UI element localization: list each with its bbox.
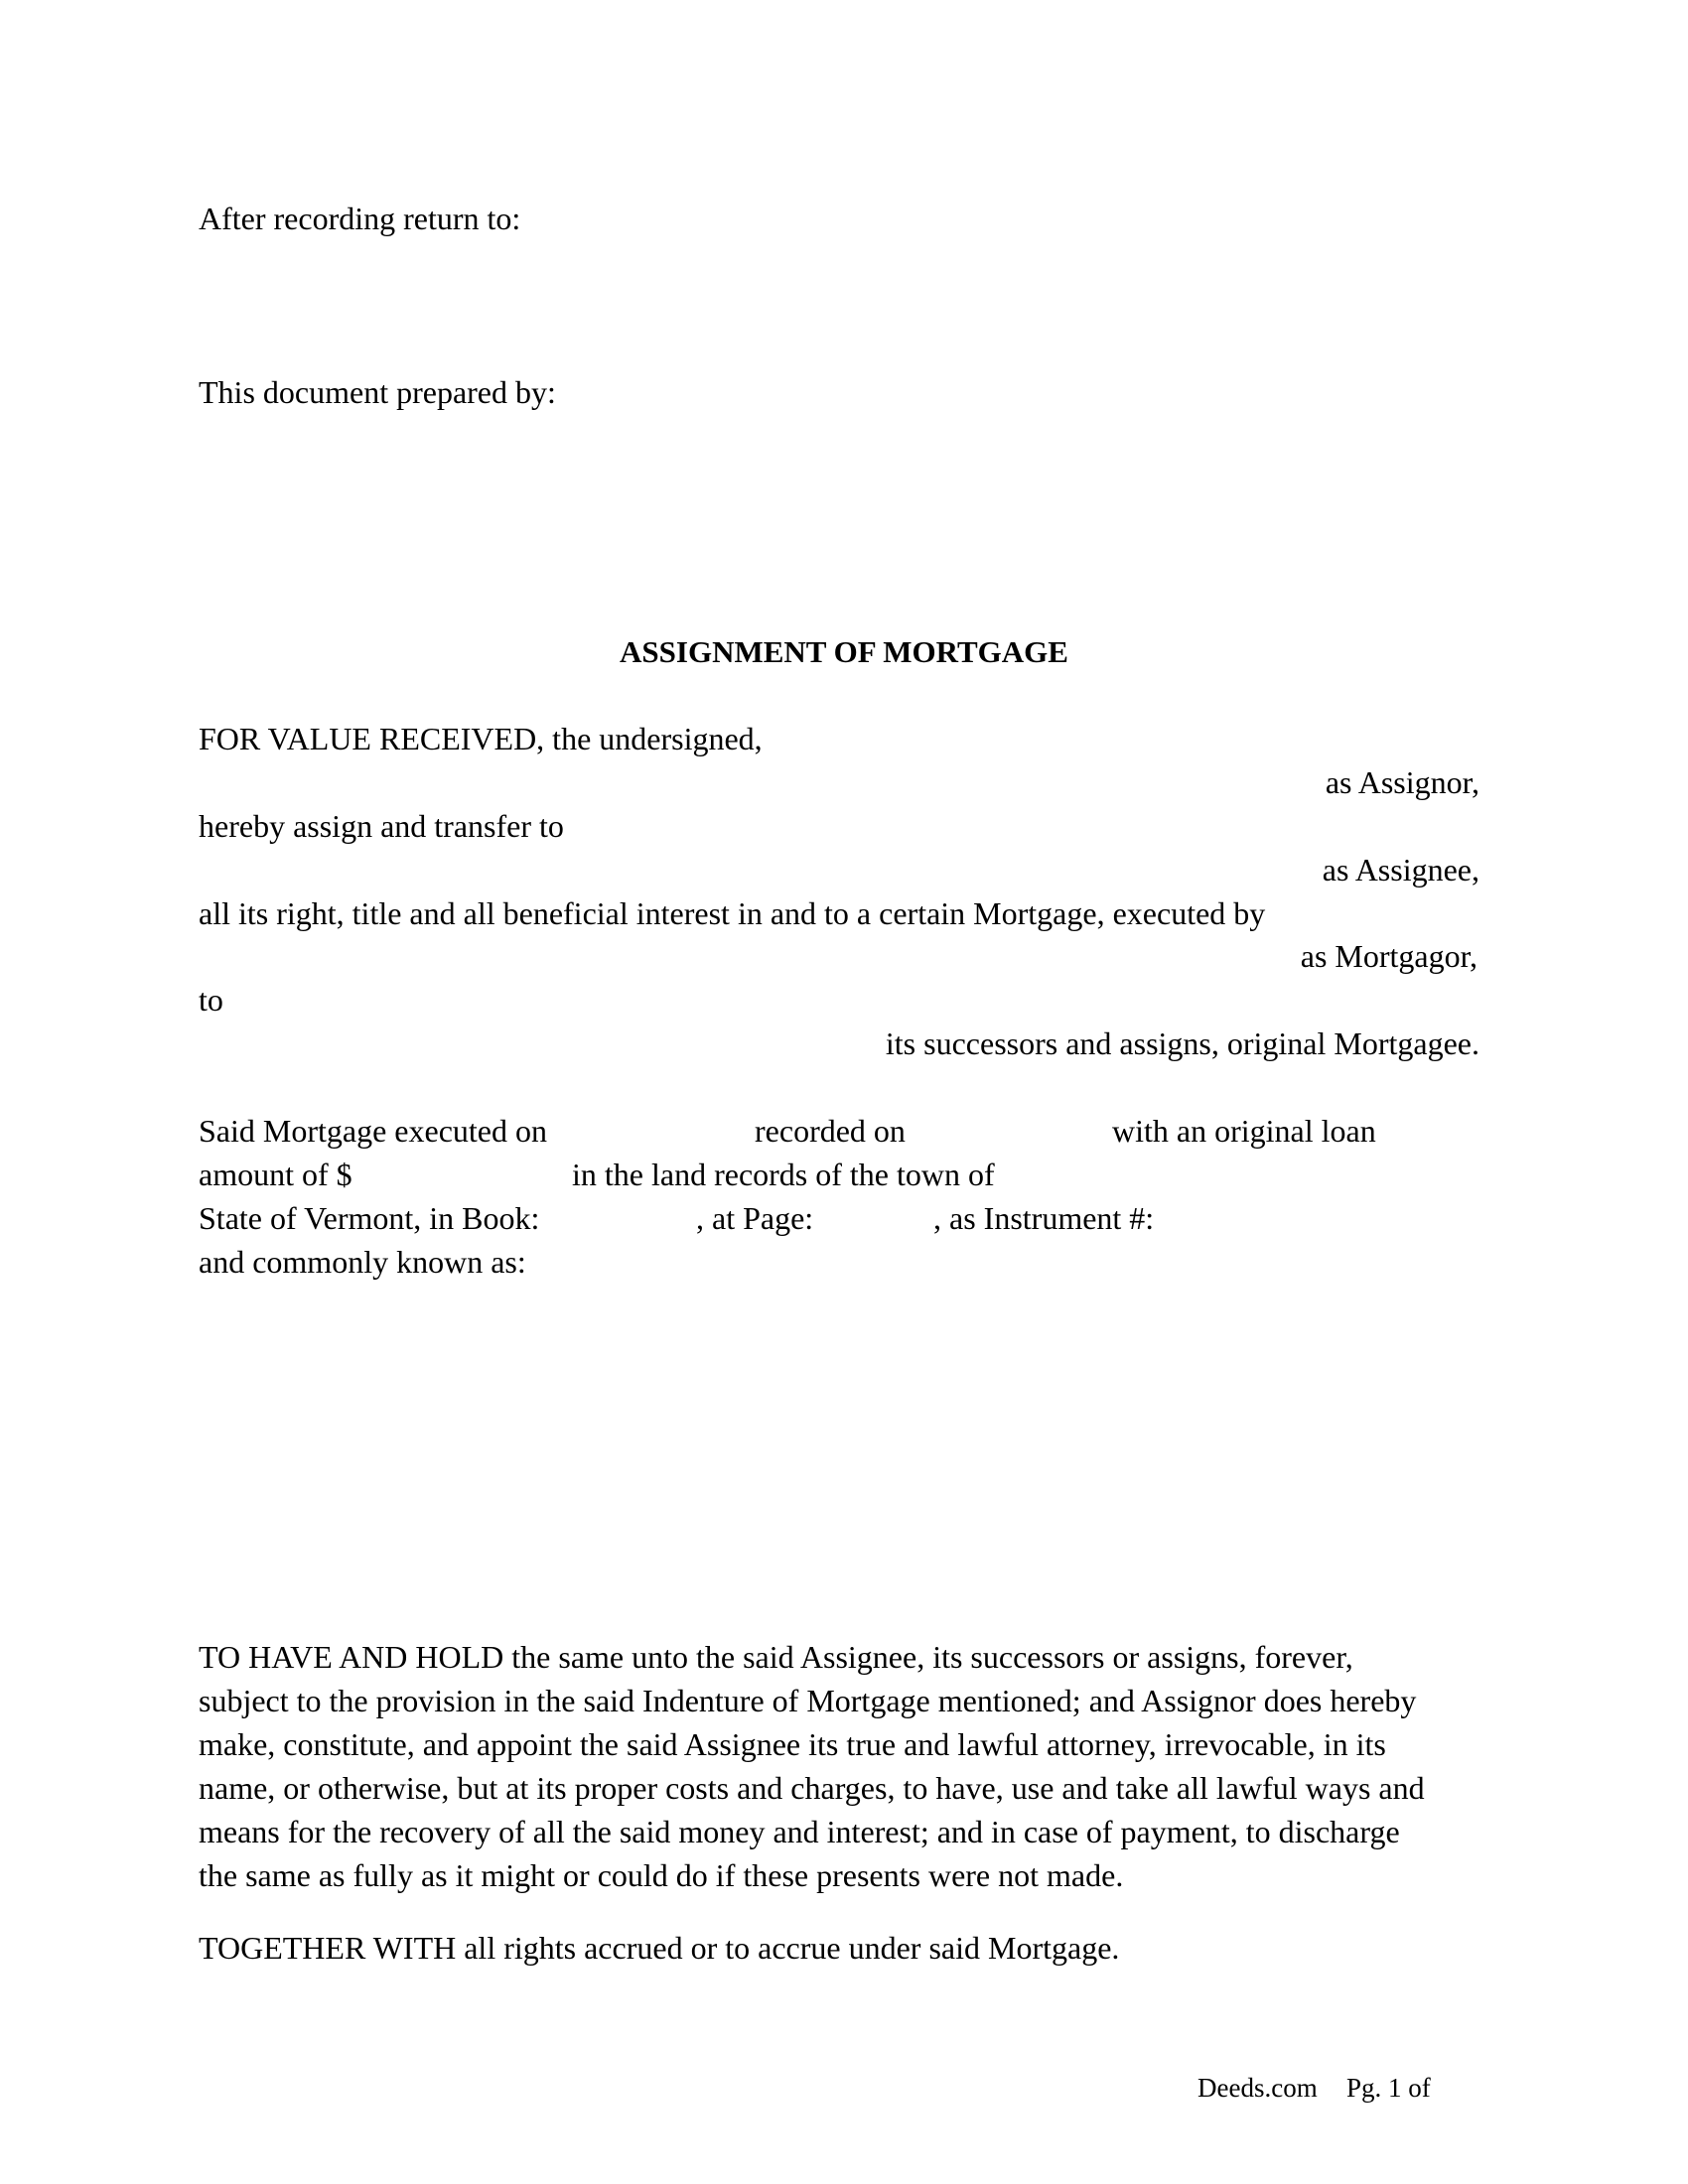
transfer-text: hereby assign and transfer to <box>199 808 564 844</box>
habendum-line: the same as fully as it might or could do if these presents were not made. <box>199 1857 1124 1893</box>
document-title: ASSIGNMENT OF MORTGAGE <box>620 634 1068 669</box>
recorded-on-label: recorded on <box>755 1113 906 1149</box>
habendum-line: means for the recovery of all the said money and interest; and in case of payment, to discharge <box>199 1814 1400 1849</box>
footer-brand: Deeds.com <box>1197 2073 1318 2103</box>
assignee-label: as Assignee, <box>1322 852 1479 887</box>
together-with-text: TOGETHER WITH all rights accrued or to accrue under said Mortgage. <box>199 1930 1120 1966</box>
known-as-label: and commonly known as: <box>199 1244 526 1280</box>
state-book-label: State of Vermont, in Book: <box>199 1200 540 1236</box>
executed-on-label: Said Mortgage executed on <box>199 1113 547 1149</box>
footer-page-number: Pg. 1 of <box>1346 2073 1431 2103</box>
habendum-paragraph <box>199 1635 1479 1897</box>
land-records-label: in the land records of the town of <box>572 1157 995 1192</box>
interest-text: all its right, title and all beneficial interest in and to a certain Mortgage, executed by <box>199 895 1266 931</box>
intro-text: FOR VALUE RECEIVED, the undersigned, <box>199 721 763 756</box>
habendum-line: name, or otherwise, but at its proper costs and charges, to have, use and take all lawful ways and <box>199 1770 1425 1806</box>
mortgagee-label: its successors and assigns, original Mortgagee. <box>885 1025 1479 1061</box>
amount-label: amount of $ <box>199 1157 352 1192</box>
at-page-label: , at Page: <box>696 1200 814 1236</box>
habendum-line: subject to the provision in the said Indenture of Mortgage mentioned; and Assignor does hereby <box>199 1683 1417 1718</box>
instrument-label: , as Instrument #: <box>933 1200 1155 1236</box>
mortgagor-label: as Mortgagor, <box>1300 938 1477 974</box>
habendum-line: make, constitute, and appoint the said Assignee its true and lawful attorney, irrevocable, in its <box>199 1726 1386 1762</box>
prepared-by-label: This document prepared by: <box>199 374 556 410</box>
habendum-line: TO HAVE AND HOLD the same unto the said Assignee, its successors or assigns, forever, <box>199 1639 1353 1675</box>
return-to-label: After recording return to: <box>199 201 521 236</box>
original-loan-label: with an original loan <box>1112 1113 1376 1149</box>
assignor-label: as Assignor, <box>1325 764 1479 800</box>
to-text: to <box>199 982 223 1018</box>
